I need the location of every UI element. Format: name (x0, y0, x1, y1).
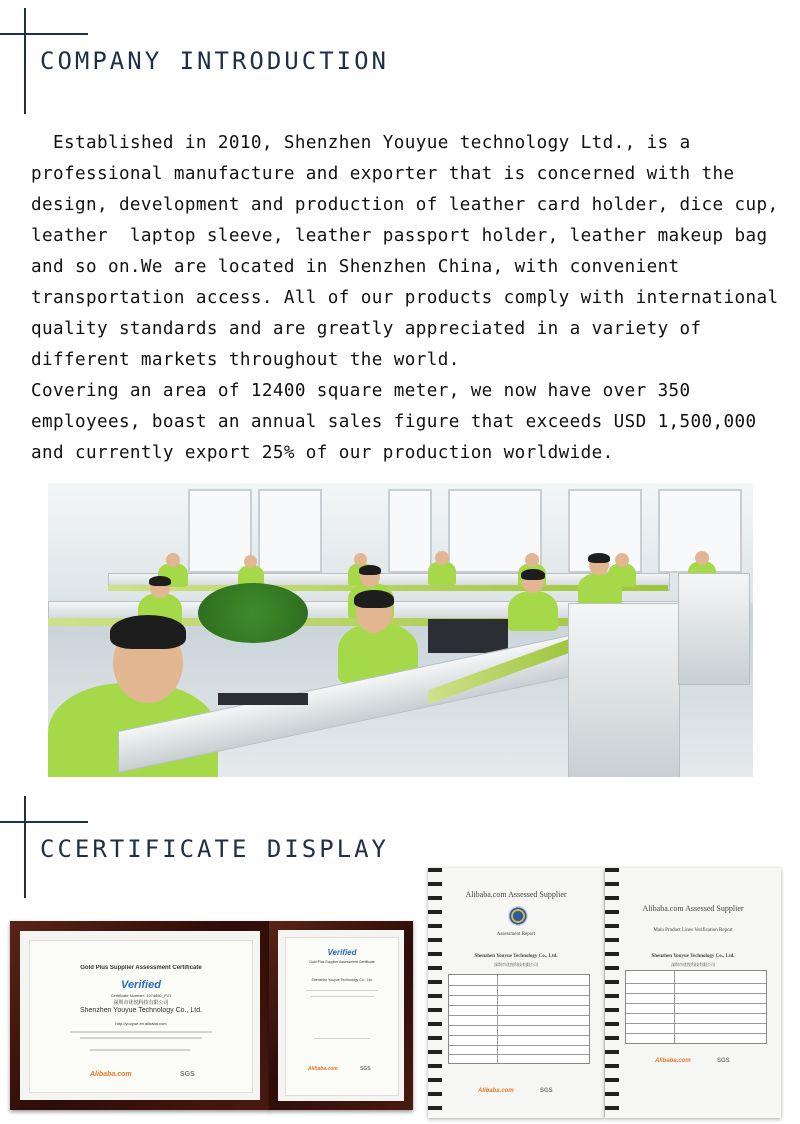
cert1-url: http://youyue.en.alibaba.com (115, 1021, 167, 1026)
marker-vertical-line (24, 8, 26, 114)
report2-sgs-logo: SGS (717, 1058, 730, 1064)
intro-paragraph-1: Established in 2010, Shenzhen Youyue technology Ltd., is a professional manufacture and exporter that is concerned with the design, development and production of leather card holder, dice cup, leather laptop sleeve, leather passport holder, leather makeup bag and so on.We are located in Shenzhen China, with convenient transportation access. All of our products comply with international quality standards and are greatly appreciated in a variety of different markets throughout the world. (31, 133, 790, 370)
verification-report-document (605, 868, 781, 1118)
report1-title: Alibaba.com Assessed Supplier (465, 890, 567, 899)
marker-horizontal-line (0, 33, 88, 35)
report2-company-en: Shenzhen Youyue Technology Co., Ltd. (651, 954, 735, 959)
report2-alibaba-logo: Alibaba.com (655, 1058, 691, 1064)
report1-company-en: Shenzhen Youyue Technology Co., Ltd. (474, 954, 558, 959)
report1-table (448, 974, 590, 1064)
office-photo (48, 483, 753, 777)
assessment-badge-icon (508, 906, 528, 926)
cert2-alibaba-logo: Alibaba.com (308, 1066, 338, 1072)
report1-sgs-logo: SGS (540, 1088, 553, 1094)
certificate-frame-2 (269, 921, 413, 1110)
intro-paragraph-2: Covering an area of 12400 square meter, we now have over 350 employees, boast an annual sales figure that exceeds USD 1,500,000 and currently export 25% of our production worldwide. (31, 381, 768, 463)
certificate-frame-1 (10, 921, 270, 1110)
cert1-number: Certificate Number: 1974850_FV1 (110, 993, 172, 998)
cert2-verified-label: Verified (327, 948, 357, 957)
cert1-title: Gold Plus Supplier Assessment Certificate (80, 965, 202, 971)
company-introduction-heading: COMPANY INTRODUCTION (40, 47, 389, 75)
cert1-verified-label: Verified (121, 979, 161, 991)
assessment-report-document (428, 868, 604, 1118)
report1-alibaba-logo: Alibaba.com (478, 1088, 514, 1094)
cert1-sgs-logo: SGS (180, 1071, 195, 1078)
report2-company-cn: 深圳市优悦科技有限公司 (671, 962, 715, 967)
cert1-alibaba-logo: Alibaba.com (90, 1071, 132, 1078)
report2-title: Alibaba.com Assessed Supplier (642, 904, 744, 913)
cert2-title: Gold Plus Supplier Assessment Certificate (309, 960, 375, 964)
report2-table (625, 970, 767, 1044)
report1-company-cn: 深圳市优悦科技有限公司 (494, 962, 538, 967)
cert1-company-en: Shenzhen Youyue Technology Co., Ltd. (79, 1007, 203, 1014)
cert2-sgs-logo: SGS (360, 1066, 371, 1072)
company-intro-text (31, 128, 791, 469)
report1-subtitle: Assessment Report (496, 932, 536, 937)
cert1-company-cn: 深圳市优悦科技有限公司 (113, 1000, 169, 1006)
marker-horizontal-line (0, 821, 88, 823)
report2-subtitle: Main Product Lines Verification Report (653, 928, 733, 933)
certificate-display-heading: CCERTIFICATE DISPLAY (40, 835, 389, 863)
cert2-company-en: Shenzhen Youyue Technology Co., Ltd. (311, 978, 373, 982)
marker-vertical-line (24, 796, 26, 898)
